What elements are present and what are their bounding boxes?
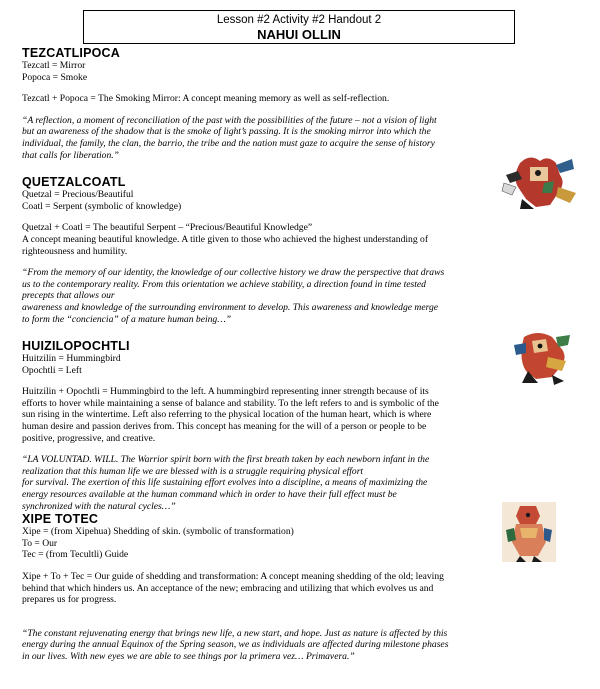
section-xipe-totec bbox=[22, 512, 582, 662]
definition-line: To = Our bbox=[22, 537, 58, 549]
concept-text: human desire and passion derives from. This concept has meaning for the will of a person or people to be bbox=[22, 421, 427, 433]
handout-content bbox=[22, 44, 582, 663]
concept-text: A concept meaning beautiful knowledge. A title given to those who achieved the highest understanding of bbox=[22, 233, 429, 245]
definition-line: Popoca = Smoke bbox=[22, 71, 88, 83]
concept-text: Xipe + To + Tec = Our guide of shedding and transformation: A concept meaning shedding of the old; leaving bbox=[22, 571, 444, 582]
quote-line: energy during the annual Equinox of the Spring season, we as individuals are affected during milestone phases bbox=[22, 639, 449, 651]
definition-line: Coatl = Serpent (symbolic of knowledge) bbox=[22, 200, 182, 212]
quote-line: awareness and knowledge of the surrounding environment to develop. This awareness and knowledge merge bbox=[22, 301, 439, 313]
concept-text: positive, progressive, and creative. bbox=[22, 432, 156, 444]
quote-line: “A reflection, a moment of reconciliation of the past with the possibilities of the future – not a vision of light bbox=[22, 114, 437, 126]
quote-line: for survival. The exertion of this life sustaining effort evolves into a discipline, a means of maximizing the bbox=[22, 477, 428, 489]
definition-line: Xipe = (from Xipehua) Shedding of skin. (symbolic of transformation) bbox=[22, 526, 294, 538]
definition-line: Tec = (from Tecultli) Guide bbox=[22, 549, 129, 561]
section-title: XIPE TOTEC bbox=[22, 512, 99, 527]
concept-text: prepares us for progress. bbox=[22, 594, 117, 606]
quote-line: “From the memory of our identity, the knowledge of our collective history we draw the perspective that draws bbox=[22, 267, 445, 279]
quote-line: individual, the family, the clan, the barrio, the tribe and the nation must gaze to acquire the sense of history bbox=[22, 137, 435, 149]
quote-line: that calls for liberation.” bbox=[22, 149, 120, 161]
quetzalcoatl-codex-image bbox=[500, 153, 580, 211]
quote-line: “The constant rejuvenating energy that brings new life, a new start, and hope. Just as nature is affected by this bbox=[22, 627, 448, 639]
concept-text: Tezcatl + Popoca = The Smoking Mirror: A concept meaning memory as well as self-reflection. bbox=[22, 93, 390, 105]
section-huizilopochtli bbox=[22, 339, 582, 512]
section-title: TEZCATLIPOCA bbox=[22, 46, 120, 60]
concept-text: behind that which hinders us. An acceptance of the new; embracing and utilizing that which evolves us and bbox=[22, 582, 434, 594]
quote-line: in our lives. With new eyes we are able to see things por la primera vez… Primavera.” bbox=[22, 650, 355, 662]
definition-line: Quetzal = Precious/Beautiful bbox=[22, 189, 134, 201]
quote-line: precepts that allows our bbox=[22, 290, 115, 302]
definition-line: Opochtli = Left bbox=[22, 364, 82, 376]
xipe-totec-codex-image bbox=[502, 502, 556, 562]
quote-line: realization that this human life we are blessed with is a struggle requiring physical effort bbox=[22, 465, 364, 477]
concept-text: Quetzal + Coatl = The beautiful Serpent – “Precious/Beautiful Knowledge” bbox=[22, 222, 313, 234]
quote-line: energy resources available at the human command which in order to have their full effect must be bbox=[22, 489, 397, 501]
quote-line: “LA VOLUNTAD. WILL. The Warrior spirit born with the first breath taken by each newborn infant in the bbox=[22, 454, 430, 466]
quote-line: to form the “conciencia” of a mature human being…” bbox=[22, 313, 232, 325]
quote-line: but an awareness of the shadow that is the smoke of light’s passing. It is the smoking mirror into which the bbox=[22, 126, 431, 138]
concept-text: righteousness and humility. bbox=[22, 245, 128, 257]
huizilopochtli-codex-image bbox=[512, 331, 574, 385]
handout-title: NAHUI OLLIN bbox=[257, 27, 341, 42]
concept-text: Huitzilin + Opochtli = Hummingbird to the left. A hummingbird representing inner strength because of its bbox=[22, 386, 429, 398]
section-tezcatlipoca bbox=[22, 46, 582, 161]
concept-text: sun rising in the wintertime. Left also referring to the physical location of the human heart, which is where bbox=[22, 409, 432, 421]
section-title: HUIZILOPOCHTLI bbox=[22, 339, 130, 354]
section-title: QUETZALCOATL bbox=[22, 175, 126, 190]
definition-line: Tezcatl = Mirror bbox=[22, 60, 86, 71]
concept-text: efforts to hover while maintaining a sense of balance and stability. To the left refers to and is symbolic of the bbox=[22, 397, 439, 409]
section-quetzalcoatl bbox=[22, 175, 582, 325]
quote-line: us to the contemporary reality. From this orientation we achieve stability, a direction found in time tested bbox=[22, 278, 426, 290]
definition-line: Huitzilin = Hummingbird bbox=[22, 353, 121, 365]
quote-line: synchronized with the natural cycles…” bbox=[22, 500, 176, 512]
header-box bbox=[83, 10, 515, 44]
lesson-label: Lesson #2 Activity #2 Handout 2 bbox=[216, 14, 382, 26]
